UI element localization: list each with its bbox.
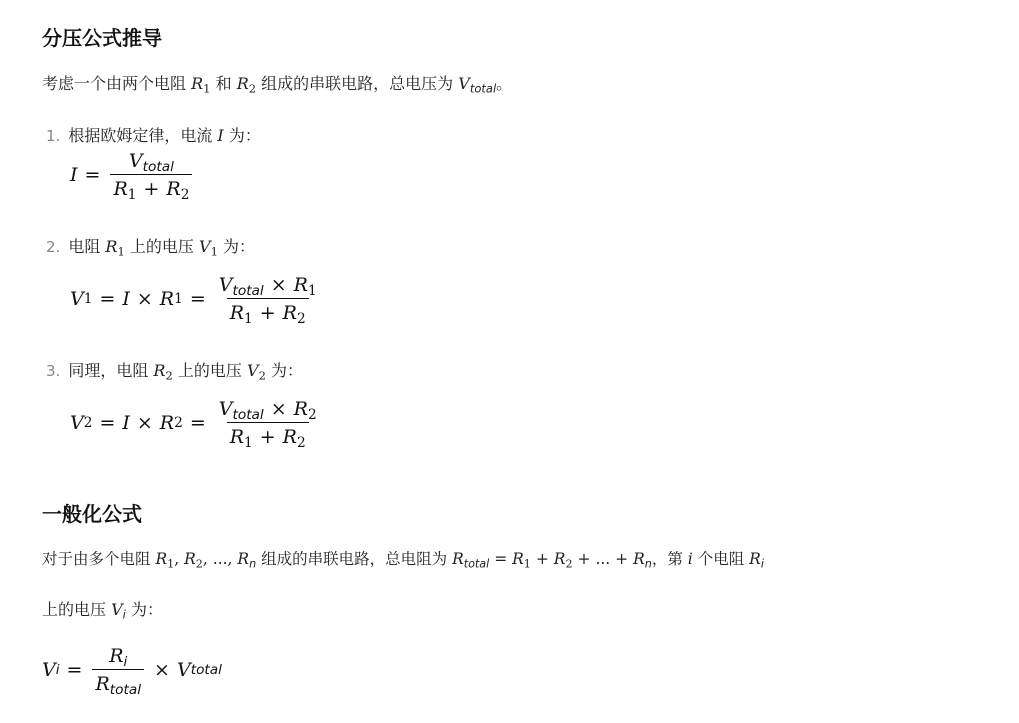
general-paragraph-line2: 上的电压 $V_i$ 为： (42, 600, 163, 622)
step-3: 3. 同理，电阻 $R_2$ 上的电压 $V_2$ 为： (46, 361, 303, 383)
formula-current: I = $\frac{V_{total}}{R_1 + R_2}$ (70, 150, 195, 200)
general-paragraph-line1: 对于由多个电阻 $R_1$, $R_2$, ..., $R_n$ 组成的串联电路，总电阻为 $R_{total} = R_1 + R_2$ + ... + $R_n$，第 i 个电阻 $R_i$ (42, 550, 764, 571)
step-2: 2. 电阻 $R_1$ 上的电压 $V_1$ 为： (46, 237, 255, 259)
section-heading-derivation: 分压公式推导 (42, 26, 162, 50)
section-heading-general: 一般化公式 (42, 502, 142, 526)
formula-v2: V 2 = I × R 2 = $\frac{V_{total} \times R_2}{R_1 + R_2}$ (70, 398, 317, 452)
step-1: 1. 根据欧姆定律，电流 I 为： (46, 126, 261, 145)
formula-v1: V 1 = I × R 1 = $\frac{V_{total} \times R_1}{R_1 + R_2}$ (70, 274, 317, 328)
formula-general: V i = $\frac{R_i}{R_{total}}$ × V total (42, 645, 222, 699)
intro-paragraph: 考虑一个由两个电阻 $R_1$ 和 $R_2$ 组成的串联电路，总电压为 $V_{total}$。 (42, 74, 513, 96)
